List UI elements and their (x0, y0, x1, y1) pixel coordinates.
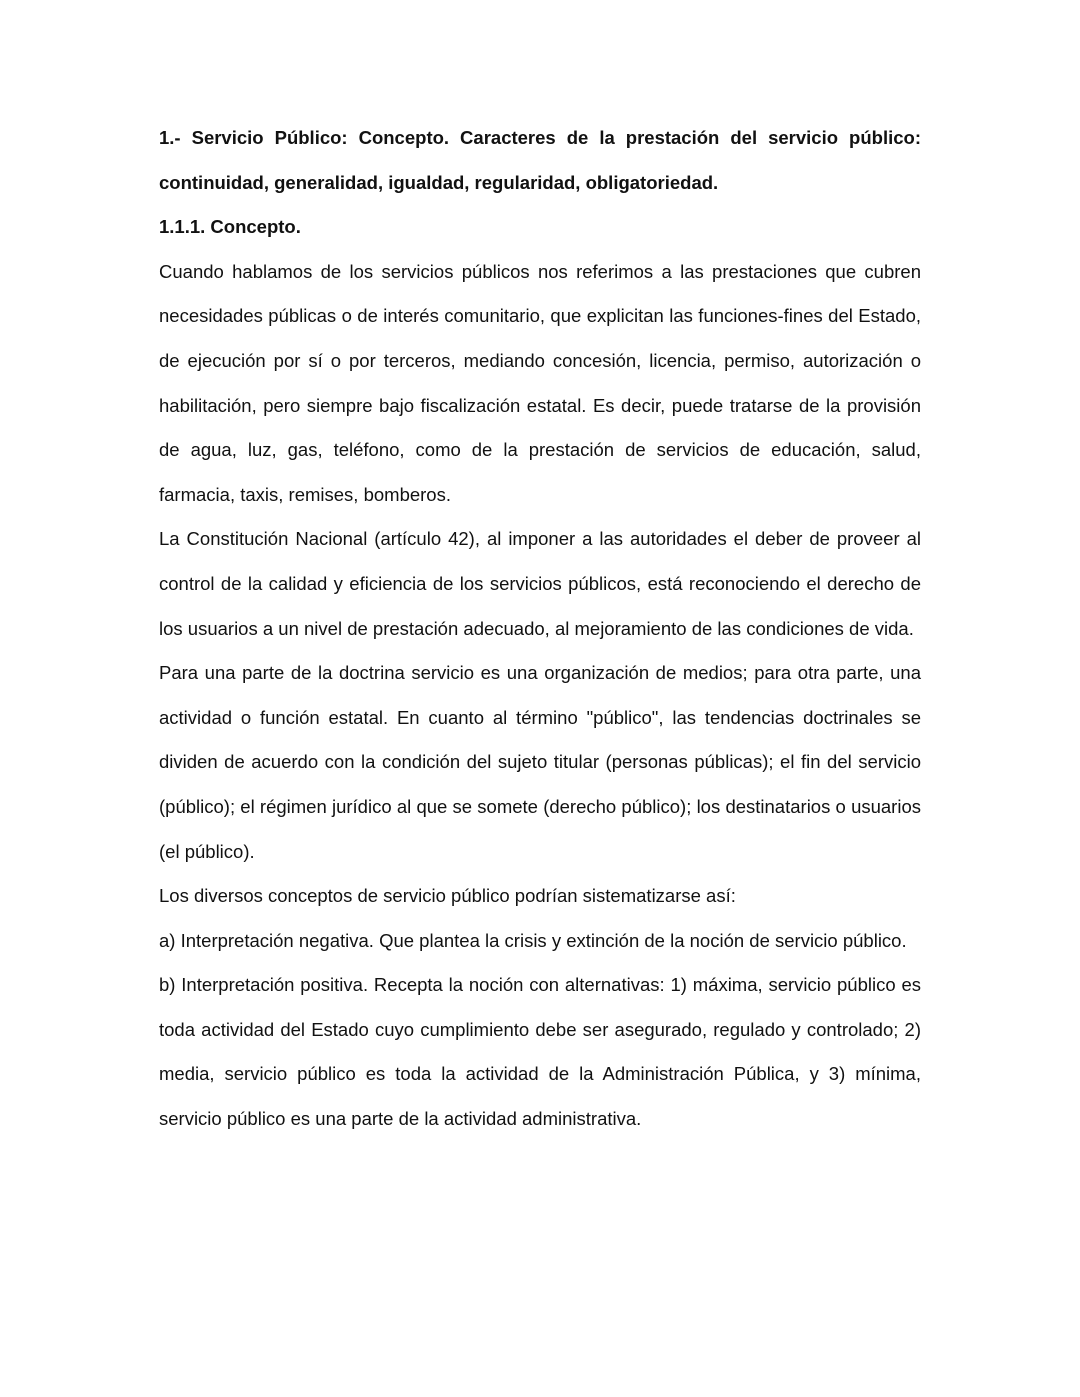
document-page (159, 116, 921, 1142)
paragraph-constitution: La Constitución Nacional (artículo 42), al imponer a las autoridades el deber de proveer al control de la calidad y eficiencia de los servicios públicos, está reconociendo el derecho de los usuarios a un nivel de prestación adecuado, al mejoramiento de las condiciones de vida. (159, 528, 921, 639)
section-title: 1.- Servicio Público: Concepto. Caracteres de la prestación del servicio público: continuidad, generalidad, igualdad, regularidad, obligatoriedad. (159, 127, 921, 193)
list-item-positive: b) Interpretación positiva. Recepta la noción con alternativas: 1) máxima, servicio público es toda actividad del Estado cuyo cumplimiento debe ser asegurado, regulado y controlado; 2) media, servicio público es toda la actividad de la Administración Pública, y 3) mínima, servicio público es una parte de la actividad administrativa. (159, 974, 921, 1130)
paragraph-concepts-intro: Los diversos conceptos de servicio público podrían sistematizarse así: (159, 885, 736, 907)
subsection-title: 1.1.1. Concepto. (159, 216, 301, 238)
paragraph-doctrine: Para una parte de la doctrina servicio es una organización de medios; para otra parte, una actividad o función estatal. En cuanto al término "público", las tendencias doctrinales se dividen de acuerdo con la condición del sujeto titular (personas públicas); el fin del servicio (público); el régimen jurídico al que se somete (derecho público); los destinatarios o usuarios (el público). (159, 662, 921, 862)
list-item-negative: a) Interpretación negativa. Que plantea la crisis y extinción de la noción de servicio público. (159, 929, 907, 951)
paragraph-definition: Cuando hablamos de los servicios públicos nos referimos a las prestaciones que cubren necesidades públicas o de interés comunitario, que explicitan las funciones-fines del Estado, de ejecución por sí o por terceros, mediando concesión, licencia, permiso, autorización o habilitación, pero siempre bajo fiscalización estatal. Es decir, puede tratarse de la provisión de agua, luz, gas, teléfono, como de la prestación de servicios de educación, salud, farmacia, taxis, remises, bomberos. (159, 260, 921, 505)
